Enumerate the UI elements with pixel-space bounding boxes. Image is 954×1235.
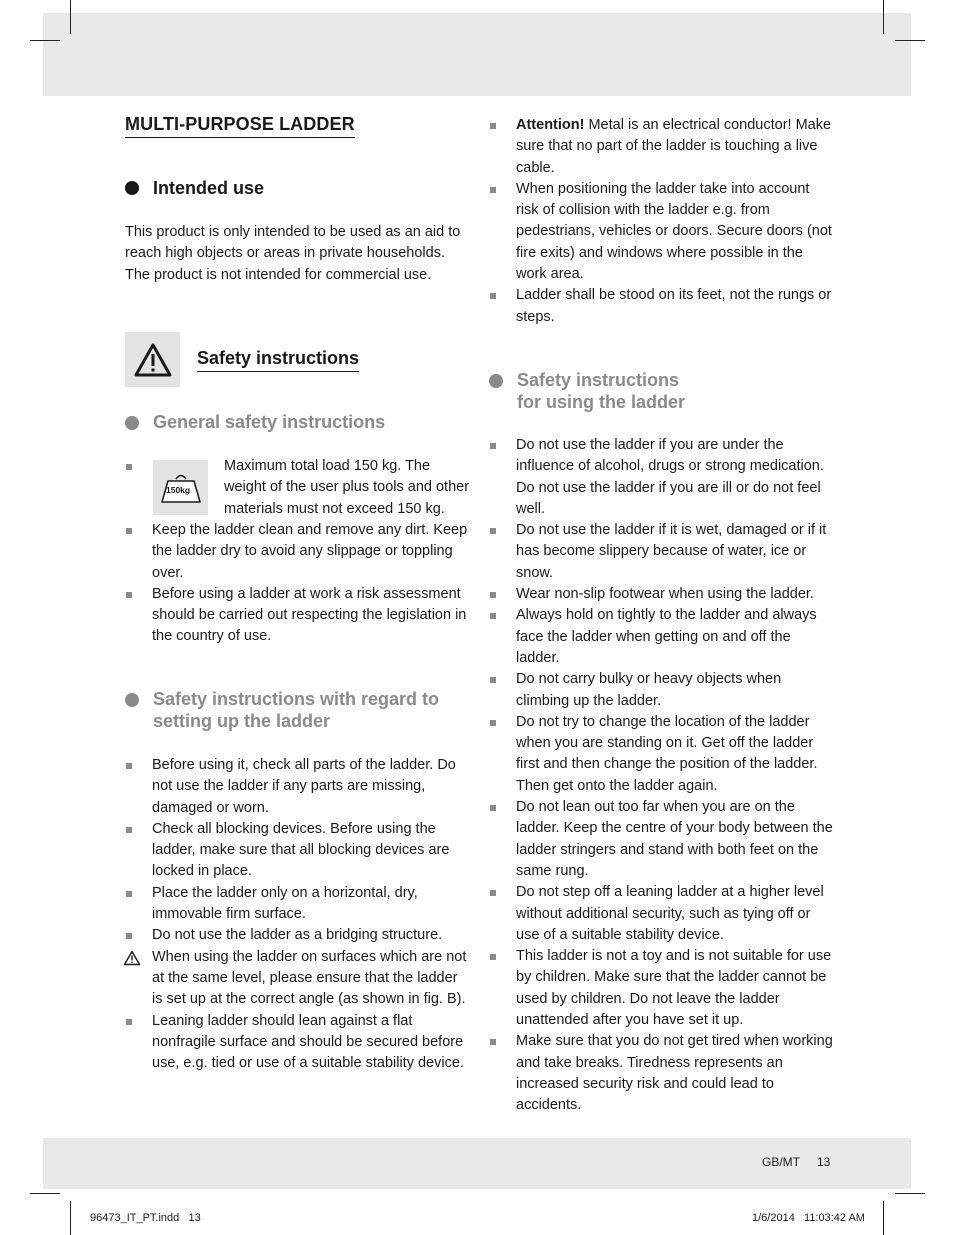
using-title-line2: for using the ladder — [517, 392, 686, 412]
list-item — [489, 1031, 834, 1116]
list-item — [125, 883, 470, 926]
list-item-text: This ladder is not a toy and is not suitable for use by children. Make sure that the ladder cannot be used by children. Do not leave the ladder unattended after you have set it up. — [516, 948, 832, 1029]
list-item-text: When using the ladder on surfaces which are not at the same level, please ensure that the ladder is set up at the correct angle (as shown in fig. B). — [152, 948, 467, 1008]
bullet-square-icon — [126, 763, 132, 769]
bullet-square-icon — [490, 123, 496, 129]
list-item-text: Make sure that you do not get tired when working and take breaks. Tiredness represents an increased security risk and could lead to accidents. — [516, 1033, 833, 1114]
crop-mark — [895, 1193, 925, 1194]
setup-heading — [125, 688, 475, 732]
list-item — [489, 669, 834, 712]
page-title: MULTI-PURPOSE LADDER — [125, 114, 355, 138]
list-item — [125, 584, 470, 648]
bullet-dot-icon — [125, 181, 139, 195]
page-label: GB/MT — [762, 1155, 800, 1169]
load-text: Maximum total load 150 kg. The weight of the user plus tools and other materials must not exceed 150 kg. — [224, 458, 470, 517]
warning-triangle-icon — [134, 343, 172, 377]
warning-triangle-icon — [123, 950, 141, 966]
bullet-square-icon — [490, 890, 496, 896]
list-item-text: Leaning ladder should lean against a flat nonfragile surface and should be secured before use, e.g. tied or use of a suitable stability device. — [152, 1012, 464, 1072]
bullet-square-icon — [490, 720, 496, 726]
general-heading — [125, 411, 385, 433]
right-top-list — [489, 115, 834, 328]
list-item-text: Before using it, check all parts of the ladder. Do not use the ladder if any parts are missing, damaged or worn. — [152, 757, 456, 816]
setup-list — [125, 755, 470, 1074]
list-item — [489, 115, 834, 179]
date-slug: 1/6/2014 11:03:42 AM — [752, 1212, 865, 1224]
safety-heading: Safety instructions — [197, 347, 359, 372]
list-item — [489, 946, 834, 1031]
list-item-text: Do not lean out too far when you are on the ladder. Keep the centre of your body between the ladder stringers and stand with both feet on the same rung. — [516, 799, 833, 879]
bullet-square-icon — [126, 464, 132, 470]
list-item-text: Do not use the ladder if it is wet, damaged or if it has become slippery because of water, ice or snow. — [516, 522, 827, 581]
intended-use-text: This product is only intended to be used as an aid to reach high objects or areas in private households. The product is not intended for commercial use. — [125, 224, 461, 283]
intended-use-heading — [125, 177, 264, 199]
crop-mark — [70, 0, 71, 34]
page-number: 13 — [817, 1155, 831, 1169]
bullet-square-icon — [126, 891, 132, 897]
bullet-dot-icon — [125, 693, 139, 707]
bullet-square-icon — [490, 528, 496, 534]
bullet-square-icon — [490, 443, 496, 449]
setup-title: Safety instructions with regard to setting up the ladder — [153, 689, 440, 731]
header-band — [43, 13, 911, 96]
attention-label: Attention! — [516, 117, 585, 133]
list-item — [125, 925, 470, 946]
bullet-square-icon — [490, 613, 496, 619]
list-item-text: Wear non-slip footwear when using the ladder. — [516, 586, 814, 603]
list-item-text: Keep the ladder clean and remove any dirt. Keep the ladder dry to avoid any slippage or toppling over. — [152, 522, 468, 581]
list-item — [125, 755, 470, 819]
list-item — [489, 797, 834, 882]
attention-text: Metal is an electrical conductor! Make sure that no part of the ladder is touching a live cable. — [516, 117, 832, 176]
bullet-square-icon — [490, 954, 496, 960]
crop-mark — [895, 40, 925, 41]
weight-label: 150kg — [166, 485, 191, 495]
list-item-text: Place the ladder only on a horizontal, dry, immovable firm surface. — [152, 884, 418, 923]
crop-mark — [883, 1201, 884, 1235]
bullet-dot-icon — [125, 416, 139, 430]
title-wrap — [125, 114, 355, 138]
crop-mark — [70, 1201, 71, 1235]
general-list — [125, 520, 470, 648]
list-item-text: Do not carry bulky or heavy objects when climbing up the ladder. — [516, 671, 782, 709]
safety-heading-wrap — [197, 347, 359, 372]
using-list — [489, 435, 834, 1117]
bullet-square-icon — [490, 677, 496, 683]
using-heading — [489, 369, 685, 413]
list-item — [125, 947, 470, 1011]
list-item-text: Check all blocking devices. Before using the ladder, make sure that all blocking devices are locked in place. — [152, 820, 450, 880]
list-item — [489, 882, 834, 946]
list-item — [489, 712, 834, 797]
list-item-text: Always hold on tightly to the ladder and always face the ladder when getting on and off the ladder. — [516, 607, 817, 666]
list-item-text: Before using a ladder at work a risk assessment should be carried out respecting the legislation in the country of use. — [152, 585, 467, 645]
bullet-square-icon — [126, 827, 132, 833]
bullet-square-icon — [490, 187, 496, 193]
bullet-square-icon — [126, 1019, 132, 1025]
bullet-square-icon — [490, 1039, 496, 1045]
bullet-square-icon — [126, 592, 132, 598]
weight-box — [153, 460, 208, 515]
using-title — [517, 369, 685, 413]
list-item — [489, 179, 834, 285]
bullet-dot-icon — [489, 374, 503, 388]
bullet-square-icon — [126, 933, 132, 939]
warning-box — [125, 332, 180, 387]
list-item-text: Do not use the ladder if you are under the influence of alcohol, drugs or strong medication. Do not use the ladder if you are ill or do not feel well. — [516, 437, 824, 517]
list-item — [489, 435, 834, 520]
list-item-text: Do not use the ladder as a bridging structure. — [152, 927, 443, 944]
using-title-line1: Safety instructions — [517, 370, 680, 390]
file-slug: 96473_IT_PT.indd 13 — [90, 1212, 201, 1224]
list-item-text: When positioning the ladder take into account risk of collision with the ladder e.g. from pedestrians, vehicles or doors. Secure doors (not fire exits) and windows where possible in the work area. — [516, 180, 832, 283]
list-item — [489, 584, 834, 605]
crop-mark — [30, 40, 60, 41]
bullet-square-icon — [490, 293, 496, 299]
list-item — [489, 605, 834, 669]
crop-mark — [30, 1193, 60, 1194]
bullet-square-icon — [126, 528, 132, 534]
list-item — [489, 285, 834, 328]
crop-mark — [883, 0, 884, 34]
list-item — [489, 520, 834, 584]
general-title: General safety instructions — [153, 412, 386, 432]
list-item-text: Ladder shall be stood on its feet, not the rungs or steps. — [516, 287, 832, 325]
list-item-text: Do not step off a leaning ladder at a higher level without additional security, such as tying off or use of a suitable stability device. — [516, 884, 824, 943]
list-item-text: Do not try to change the location of the ladder when you are standing on it. Get off the ladder first and then change the position of the ladder. Then get onto the ladder again. — [516, 713, 818, 794]
bullet-square-icon — [490, 805, 496, 811]
list-item — [125, 1011, 470, 1075]
intended-use-title: Intended use — [153, 178, 265, 198]
list-item — [125, 819, 470, 883]
list-item — [125, 520, 470, 584]
bullet-square-icon — [490, 592, 496, 598]
